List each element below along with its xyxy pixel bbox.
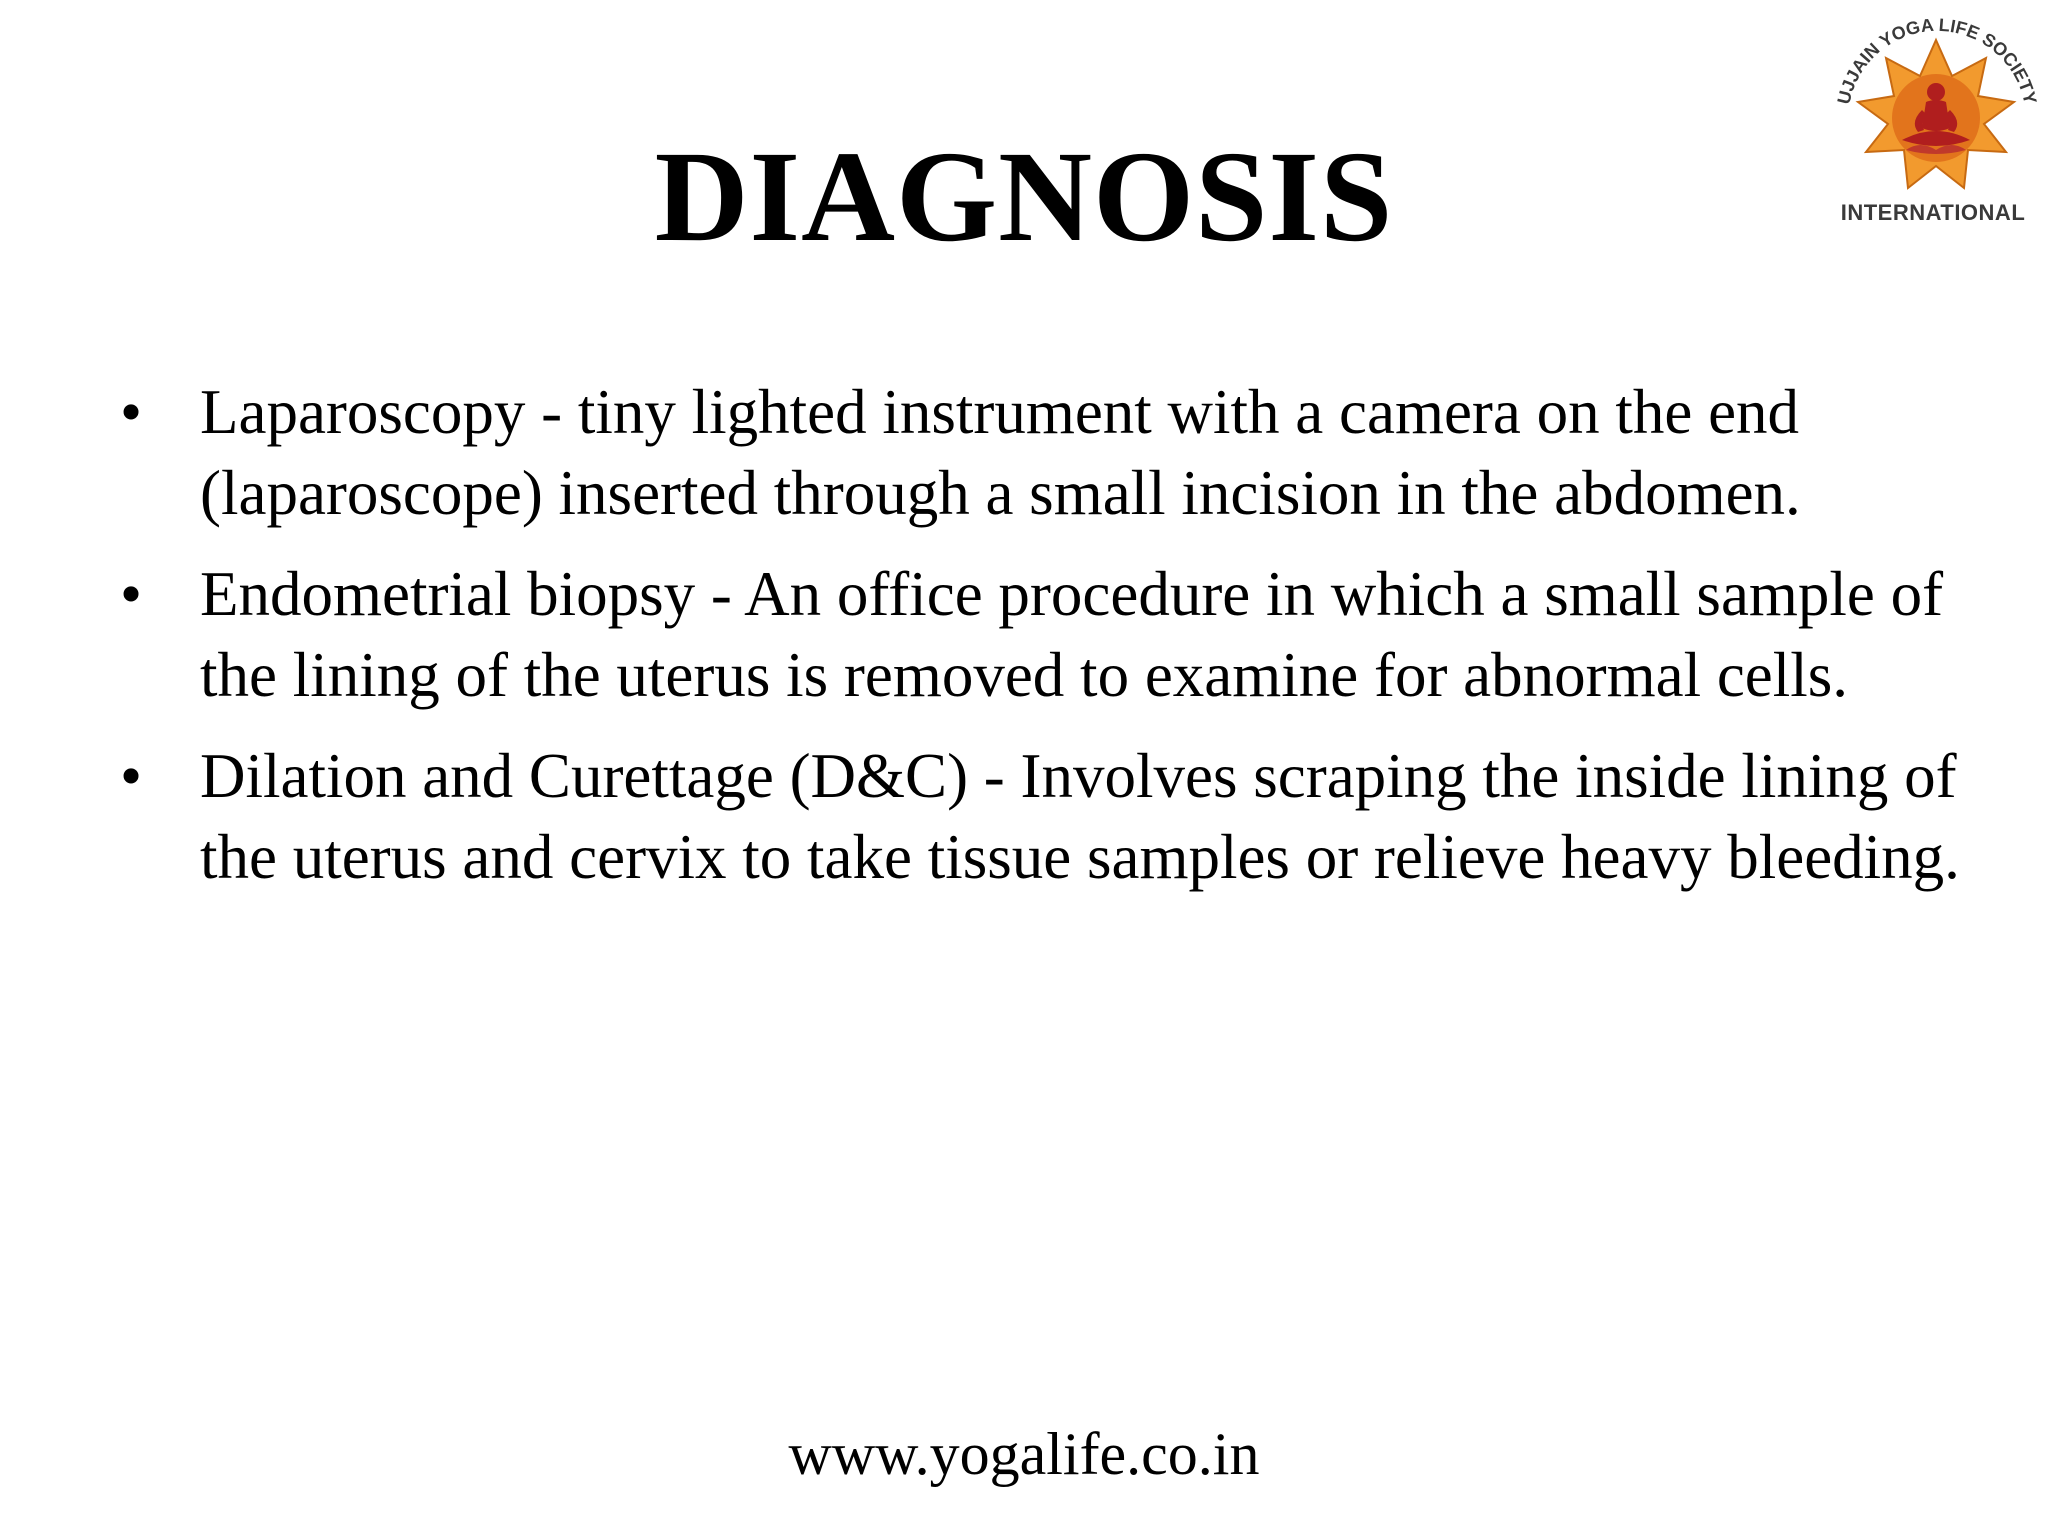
bullet-text: Laparoscopy - tiny lighted instrument with a camera on the end (laparoscope) inserted through a small incision in the abdomen. <box>200 377 1801 528</box>
list-item <box>120 372 1960 534</box>
list-item <box>120 554 1960 716</box>
bullet-text: Dilation and Curettage (D&C) - Involves scraping the inside lining of the uterus and cervix to take tissue samples or relieve heavy bleeding. <box>200 741 1960 892</box>
bullet-text: Endometrial biopsy - An office procedure in which a small sample of the lining of the uterus is removed to examine for abnormal cells. <box>200 559 1944 710</box>
bullet-marker: • <box>120 741 143 811</box>
logo-bottom-text: INTERNATIONAL <box>1840 200 2026 225</box>
bullet-list <box>120 372 1960 918</box>
logo-ring-text: UJJAIN YOGA LIFE SOCIETY <box>1833 14 2041 107</box>
list-item <box>120 736 1960 898</box>
bullet-marker: • <box>120 559 143 629</box>
bullet-marker: • <box>120 377 143 447</box>
slide-title: DIAGNOSIS <box>654 125 1394 269</box>
footer-url: www.yogalife.co.in <box>788 1421 1260 1487</box>
